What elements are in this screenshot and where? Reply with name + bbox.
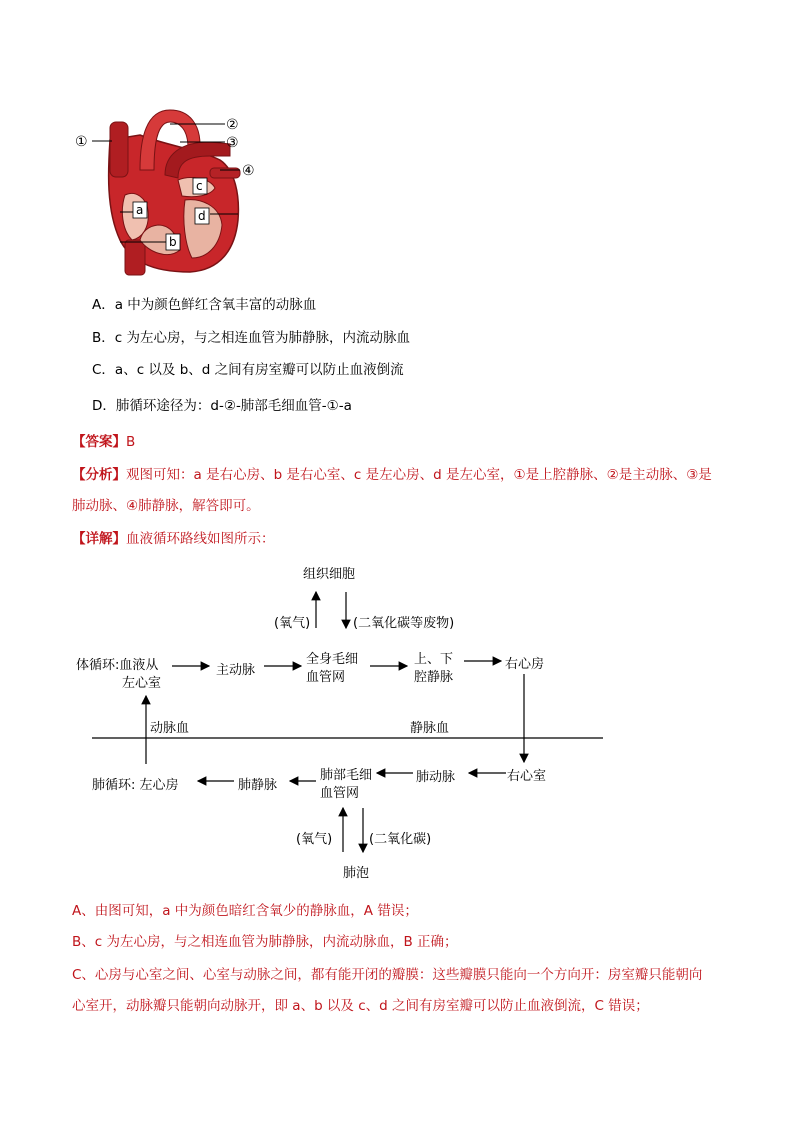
lung-capillaries-2: 血管网 — [320, 786, 360, 801]
co2-waste: (二氧化碳等废物) — [353, 616, 455, 631]
label-b: b — [169, 235, 177, 249]
explanation-a: A、由图可知，a 中为颜色暗红含氧少的静脉血，A 错误； — [72, 903, 418, 919]
label-n4: ④ — [242, 163, 255, 179]
explanation-b: B、c 为左心房，与之相连血管为肺静脉，内流动脉血，B 正确； — [72, 934, 458, 950]
label-d: d — [198, 209, 206, 223]
option-b: B．c 为左心房，与之相连血管为肺静脉，内流动脉血 — [92, 330, 410, 346]
tissue-cells: 组织细胞 — [303, 567, 356, 582]
systemic-label-2: 左心室 — [122, 676, 162, 691]
analysis-line-2: 肺动脉、④肺静脉，解答即可。 — [72, 498, 260, 514]
pulmonary-artery: 肺动脉 — [416, 770, 456, 785]
option-d: D．肺循环途径为：d-②-肺部毛细血管-①-a — [92, 398, 352, 414]
label-c: c — [196, 179, 203, 193]
label-n2: ② — [226, 117, 239, 133]
vena-cava-1: 上、下 — [414, 652, 454, 667]
answer-text: B — [126, 434, 136, 450]
body-capillaries-2: 血管网 — [306, 670, 346, 685]
aorta: 主动脉 — [216, 663, 256, 678]
label-n1: ① — [75, 134, 88, 150]
oxygen-bottom: (氧气) — [296, 832, 333, 847]
detail-tag: 【详解】 — [72, 531, 126, 547]
vena-cava-2: 腔静脉 — [414, 670, 454, 685]
arterial-blood: 动脉血 — [150, 721, 190, 736]
oxygen-top: (氧气) — [274, 616, 311, 631]
lung-capillaries-1: 肺部毛细 — [320, 768, 373, 783]
label-a: a — [136, 203, 144, 217]
systemic-label-1: 体循环:血液从 — [76, 658, 159, 673]
label-n3: ③ — [226, 135, 239, 151]
pulmonary-label: 肺循环: 左心房 — [92, 778, 179, 793]
analysis-tag: 【分析】 — [72, 467, 126, 483]
right-ventricle: 右心室 — [507, 769, 547, 784]
body-capillaries-1: 全身毛细 — [306, 652, 359, 667]
analysis-text-1: 观图可知：a 是右心房、b 是右心室、c 是左心房、d 是左心室，①是上腔静脉、②是主动脉、③是 — [126, 467, 712, 483]
explanation-c-1: C、心房与心室之间、心室与动脉之间，都有能开闭的瓣膜：这些瓣膜只能向一个方向开：房室瓣只能朝向 — [72, 967, 703, 983]
pulmonary-vein: 肺静脉 — [238, 778, 278, 793]
alveoli: 肺泡 — [343, 866, 370, 881]
explanation-c-2: 心室开，动脉瓣只能朝向动脉开，即 a、b 以及 c、d 之间有房室瓣可以防止血液倒流，C 错误； — [72, 998, 649, 1014]
right-atrium: 右心房 — [505, 657, 545, 672]
option-a: A．a 中为颜色鲜红含氧丰富的动脉血 — [92, 297, 317, 313]
option-c: C．a、c 以及 b、d 之间有房室瓣可以防止血液倒流 — [92, 362, 404, 378]
answer-tag: 【答案】 — [72, 434, 126, 450]
co2: (二氧化碳) — [369, 832, 432, 847]
detail-text: 血液循环路线如图所示： — [126, 531, 275, 547]
venous-blood: 静脉血 — [410, 721, 450, 736]
